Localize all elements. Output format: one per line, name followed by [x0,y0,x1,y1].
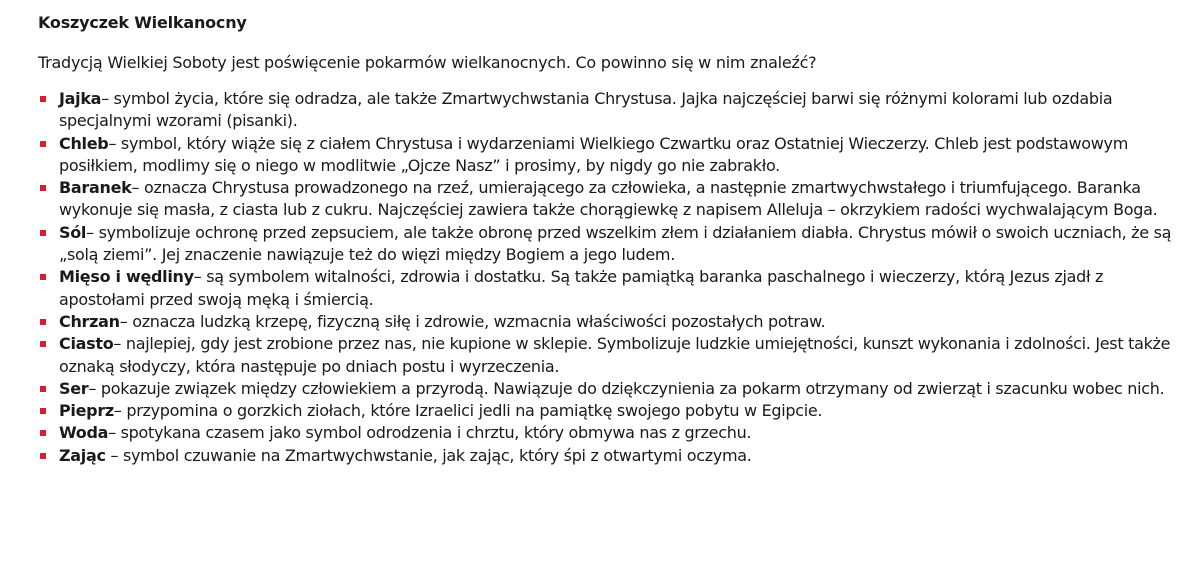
item-term: Baranek [59,178,132,198]
square-bullet-icon [40,386,46,392]
item-term: Sól [59,222,87,242]
item-description: – symbol czuwanie na Zmartwychwstanie, jak zając, który śpi z otwartymi oczyma. [105,445,752,465]
basket-items-list [38,88,1183,467]
list-item-mieso [38,266,1183,311]
square-bullet-icon [40,341,46,347]
item-description: – spotykana czasem jako symbol odrodzenia i chrztu, który obmywa nas z grzechu. [108,423,752,443]
item-description: – oznacza ludzką krzepę, fizyczną siłę i zdrowie, wzmacnia właściwości pozostałych potraw. [119,311,826,331]
item-term: Woda [59,423,109,443]
square-bullet-icon [40,230,46,236]
square-bullet-icon [40,430,46,436]
item-description: – symbol, który wiąże się z ciałem Chrystusa i wydarzeniami Wielkiego Czwartku oraz Ostatniej Wieczerzy. Chleb jest podstawowym posiłkiem, modlimy się o niego w modlitwie „Ojcze Nasz” i prosimy, by nigdy go nie zabrakło. [59,133,1129,175]
list-item-pieprz [38,400,1183,422]
item-term: Pieprz [59,401,114,421]
list-item-sol [38,222,1183,267]
square-bullet-icon [40,96,46,102]
item-description: – przypomina o gorzkich ziołach, które Izraelici jedli na pamiątkę swojego pobytu w Egipcie. [113,401,823,421]
item-term: Jajka [59,89,102,108]
list-item-baranek [38,177,1183,222]
list-item-ser [38,378,1183,400]
list-item-chleb [38,133,1183,178]
item-term: Mięso i wędliny [59,267,194,287]
intro-paragraph: Tradycją Wielkiej Soboty jest poświęcenie pokarmów wielkanocnych. Co powinno się w nim znaleźć? [38,53,817,72]
item-term: Ser [59,378,89,398]
item-term: Ciasto [59,334,114,354]
item-description: – pokazuje związek między człowiekiem a przyrodą. Nawiązuje do dziękczynienia za pokarm otrzymany od zwierząt i szacunku wobec nich. [88,378,1165,398]
item-description: – oznacza Chrystusa prowadzonego na rzeź, umierającego za człowieka, a następnie zmartwychwstałego i triumfującego. Baranka wykonuje się masła, z ciasta lub z cukru. Najczęściej zawiera także chorągiewkę z napisem Alleluja – okrzykiem radości wychwalającym Boga. [59,178,1158,220]
list-item-woda [38,422,1183,444]
square-bullet-icon [40,408,46,414]
list-item-zajac [38,445,1183,467]
item-term: Chrzan [59,311,120,331]
item-term: Zając [59,445,106,465]
square-bullet-icon [40,453,46,459]
item-description: – symbolizuje ochronę przed zepsuciem, ale także obronę przed wszelkim złem i działaniem diabła. Chrystus mówił o swoich uczniach, że są „solą ziemi”. Jej znaczenie nawiązuje też do więzi między Bogiem a jego ludem. [59,222,1172,265]
square-bullet-icon [40,274,46,280]
square-bullet-icon [40,141,46,147]
item-description: – najlepiej, gdy jest zrobione przez nas, nie kupione w sklepie. Symbolizuje ludzkie umiejętności, kunszt wykonania i zdolności. Jest także oznaką słodyczy, która następuje po dniach postu i wyrzeczenia. [59,334,1171,376]
document-page [38,12,1183,467]
list-item-jajka [38,88,1183,133]
list-item-chrzan [38,311,1183,333]
square-bullet-icon [40,185,46,191]
item-term: Chleb [59,133,109,153]
page-title: Koszyczek Wielkanocny [38,13,247,32]
item-description: – symbol życia, które się odradza, ale także Zmartwychwstania Chrystusa. Jajka najczęściej barwi się różnymi kolorami lub ozdabia specjalnymi wzorami (pisanki). [59,89,1113,131]
item-description: – są symbolem witalności, zdrowia i dostatku. Są także pamiątką baranka paschalnego i wieczerzy, którą Jezus zjadł z apostołami przed swoją męką i śmiercią. [59,267,1104,309]
square-bullet-icon [40,319,46,325]
list-item-ciasto [38,333,1183,378]
